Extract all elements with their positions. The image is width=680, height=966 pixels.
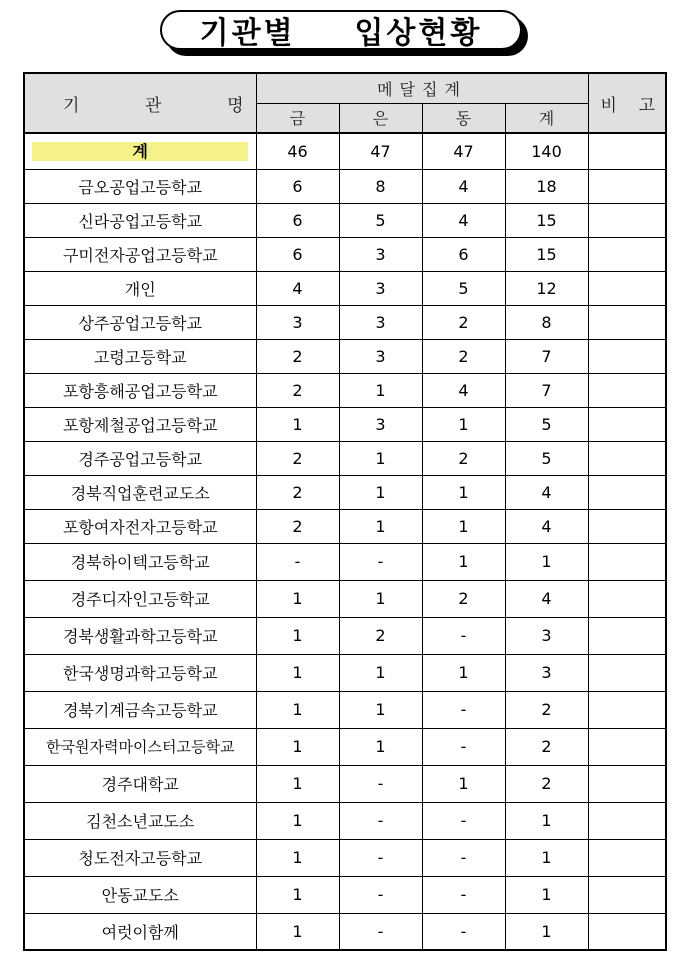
org-header-char: 기	[63, 95, 80, 116]
org-name: 상주공업고등학교	[24, 305, 256, 339]
total-header: 계	[505, 103, 588, 133]
gold-count: 6	[256, 203, 339, 237]
bronze-count: -	[422, 913, 505, 950]
table-row	[24, 441, 666, 475]
total-count: 1	[505, 913, 588, 950]
remark	[588, 373, 666, 407]
remark	[588, 441, 666, 475]
gold-count: 1	[256, 765, 339, 802]
total-count: 1	[505, 543, 588, 580]
org-header-char: 관	[145, 95, 162, 116]
total-count: 1	[505, 802, 588, 839]
total-count: 1	[505, 876, 588, 913]
org-name: 고령고등학교	[24, 339, 256, 373]
total-count: 1	[505, 839, 588, 876]
silver-count: 8	[339, 169, 422, 203]
table-row	[24, 876, 666, 913]
org-name: 구미전자공업고등학교	[24, 237, 256, 271]
bronze-count: -	[422, 691, 505, 728]
total-remark	[588, 133, 666, 169]
total-count: 2	[505, 765, 588, 802]
total-count: 15	[505, 237, 588, 271]
gold-count: 3	[256, 305, 339, 339]
total-count: 4	[505, 475, 588, 509]
silver-count: -	[339, 839, 422, 876]
page-title-banner	[160, 10, 532, 58]
gold-count: 1	[256, 839, 339, 876]
org-name: 안동교도소	[24, 876, 256, 913]
gold-count: 1	[256, 580, 339, 617]
silver-count: 3	[339, 271, 422, 305]
remark	[588, 475, 666, 509]
bronze-count: -	[422, 839, 505, 876]
org-name: 경북생활과학고등학교	[24, 617, 256, 654]
remark	[588, 839, 666, 876]
silver-count: 3	[339, 305, 422, 339]
silver-count: 5	[339, 203, 422, 237]
table-row	[24, 475, 666, 509]
remark	[588, 305, 666, 339]
remark	[588, 203, 666, 237]
bronze-count: -	[422, 802, 505, 839]
bronze-count: 1	[422, 475, 505, 509]
remark	[588, 509, 666, 543]
total-count: 4	[505, 509, 588, 543]
table-row	[24, 580, 666, 617]
org-name: 김천소년교도소	[24, 802, 256, 839]
total-count: 8	[505, 305, 588, 339]
bronze-count: 5	[422, 271, 505, 305]
gold-count: 6	[256, 169, 339, 203]
remark	[588, 237, 666, 271]
title-box	[160, 10, 522, 50]
bronze-count: -	[422, 876, 505, 913]
silver-count: -	[339, 543, 422, 580]
total-count: 7	[505, 339, 588, 373]
org-name: 포항여자전자고등학교	[24, 509, 256, 543]
bronze-count: 1	[422, 407, 505, 441]
table-row	[24, 237, 666, 271]
bronze-count: 1	[422, 654, 505, 691]
total-count: 3	[505, 617, 588, 654]
total-label: 계	[32, 142, 248, 161]
bronze-count: 2	[422, 580, 505, 617]
gold-count: 2	[256, 339, 339, 373]
bronze-count: 6	[422, 237, 505, 271]
gold-count: 6	[256, 237, 339, 271]
silver-count: 3	[339, 407, 422, 441]
remark	[588, 654, 666, 691]
org-name: 청도전자고등학교	[24, 839, 256, 876]
bronze-count: 1	[422, 509, 505, 543]
bronze-count: 2	[422, 441, 505, 475]
remark	[588, 169, 666, 203]
bronze-header: 동	[422, 103, 505, 133]
org-name: 포항흥해공업고등학교	[24, 373, 256, 407]
org-name: 경북직업훈련교도소	[24, 475, 256, 509]
org-header-char: 명	[227, 95, 244, 116]
total-count: 4	[505, 580, 588, 617]
gold-count: 1	[256, 728, 339, 765]
total-row	[24, 133, 666, 169]
total-label-cell	[24, 133, 256, 169]
gold-header: 금	[256, 103, 339, 133]
total-count: 18	[505, 169, 588, 203]
silver-count: 1	[339, 654, 422, 691]
total-count: 3	[505, 654, 588, 691]
remark-header	[588, 73, 666, 133]
remark-header-char: 고	[638, 95, 656, 116]
gold-count: -	[256, 543, 339, 580]
table-row	[24, 203, 666, 237]
remark	[588, 617, 666, 654]
table-row	[24, 509, 666, 543]
remark	[588, 802, 666, 839]
remark	[588, 580, 666, 617]
table-row	[24, 305, 666, 339]
table-row	[24, 913, 666, 950]
table-row	[24, 373, 666, 407]
table-row	[24, 765, 666, 802]
silver-count: 3	[339, 237, 422, 271]
table-row	[24, 169, 666, 203]
gold-count: 2	[256, 441, 339, 475]
gold-count: 2	[256, 373, 339, 407]
total-count: 15	[505, 203, 588, 237]
org-name-header	[24, 73, 256, 133]
gold-count: 1	[256, 691, 339, 728]
table-row	[24, 802, 666, 839]
org-name: 여럿이함께	[24, 913, 256, 950]
org-name: 경북하이텍고등학교	[24, 543, 256, 580]
gold-count: 1	[256, 802, 339, 839]
gold-count: 1	[256, 407, 339, 441]
remark	[588, 339, 666, 373]
silver-count: -	[339, 913, 422, 950]
medal-group-label: 메달집계	[377, 79, 467, 99]
org-name: 개인	[24, 271, 256, 305]
org-name: 금오공업고등학교	[24, 169, 256, 203]
table-row	[24, 543, 666, 580]
silver-count: -	[339, 765, 422, 802]
table-body	[24, 133, 666, 950]
org-name: 신라공업고등학교	[24, 203, 256, 237]
table-row	[24, 271, 666, 305]
silver-count: 1	[339, 580, 422, 617]
silver-count: 1	[339, 509, 422, 543]
org-name: 경주디자인고등학교	[24, 580, 256, 617]
bronze-count: 4	[422, 203, 505, 237]
silver-count: 3	[339, 339, 422, 373]
remark	[588, 543, 666, 580]
bronze-count: 4	[422, 373, 505, 407]
bronze-count: 2	[422, 305, 505, 339]
total-bronze: 47	[422, 133, 505, 169]
gold-count: 1	[256, 913, 339, 950]
gold-count: 4	[256, 271, 339, 305]
total-count: 2	[505, 691, 588, 728]
table-row	[24, 691, 666, 728]
table-row	[24, 839, 666, 876]
gold-count: 2	[256, 509, 339, 543]
total-count: 2	[505, 728, 588, 765]
total-total: 140	[505, 133, 588, 169]
remark	[588, 728, 666, 765]
silver-count: 1	[339, 691, 422, 728]
remark-header-char: 비	[600, 95, 617, 116]
table-row	[24, 654, 666, 691]
gold-count: 2	[256, 475, 339, 509]
remark	[588, 876, 666, 913]
gold-count: 1	[256, 617, 339, 654]
table-row	[24, 339, 666, 373]
table-row	[24, 407, 666, 441]
bronze-count: 4	[422, 169, 505, 203]
gold-count: 1	[256, 654, 339, 691]
remark	[588, 765, 666, 802]
gold-count: 1	[256, 876, 339, 913]
page-title: 기관별 입상현황	[199, 16, 483, 51]
org-name: 포항제철공업고등학교	[24, 407, 256, 441]
total-count: 12	[505, 271, 588, 305]
bronze-count: 2	[422, 339, 505, 373]
medal-table	[23, 72, 667, 951]
remark	[588, 913, 666, 950]
silver-count: 1	[339, 728, 422, 765]
table-header	[24, 73, 666, 133]
silver-count: -	[339, 802, 422, 839]
remark	[588, 407, 666, 441]
total-count: 5	[505, 407, 588, 441]
table-row	[24, 728, 666, 765]
total-count: 7	[505, 373, 588, 407]
remark	[588, 271, 666, 305]
org-name: 경주공업고등학교	[24, 441, 256, 475]
bronze-count: -	[422, 617, 505, 654]
total-gold: 46	[256, 133, 339, 169]
org-name: 한국원자력마이스터고등학교	[24, 728, 256, 765]
bronze-count: -	[422, 728, 505, 765]
bronze-count: 1	[422, 543, 505, 580]
org-name: 한국생명과학고등학교	[24, 654, 256, 691]
org-name: 경주대학교	[24, 765, 256, 802]
total-count: 5	[505, 441, 588, 475]
medal-group-header	[256, 73, 588, 103]
silver-count: -	[339, 876, 422, 913]
silver-count: 1	[339, 441, 422, 475]
silver-count: 2	[339, 617, 422, 654]
org-name: 경북기계금속고등학교	[24, 691, 256, 728]
bronze-count: 1	[422, 765, 505, 802]
remark	[588, 691, 666, 728]
total-silver: 47	[339, 133, 422, 169]
table-row	[24, 617, 666, 654]
silver-count: 1	[339, 475, 422, 509]
silver-header: 은	[339, 103, 422, 133]
silver-count: 1	[339, 373, 422, 407]
